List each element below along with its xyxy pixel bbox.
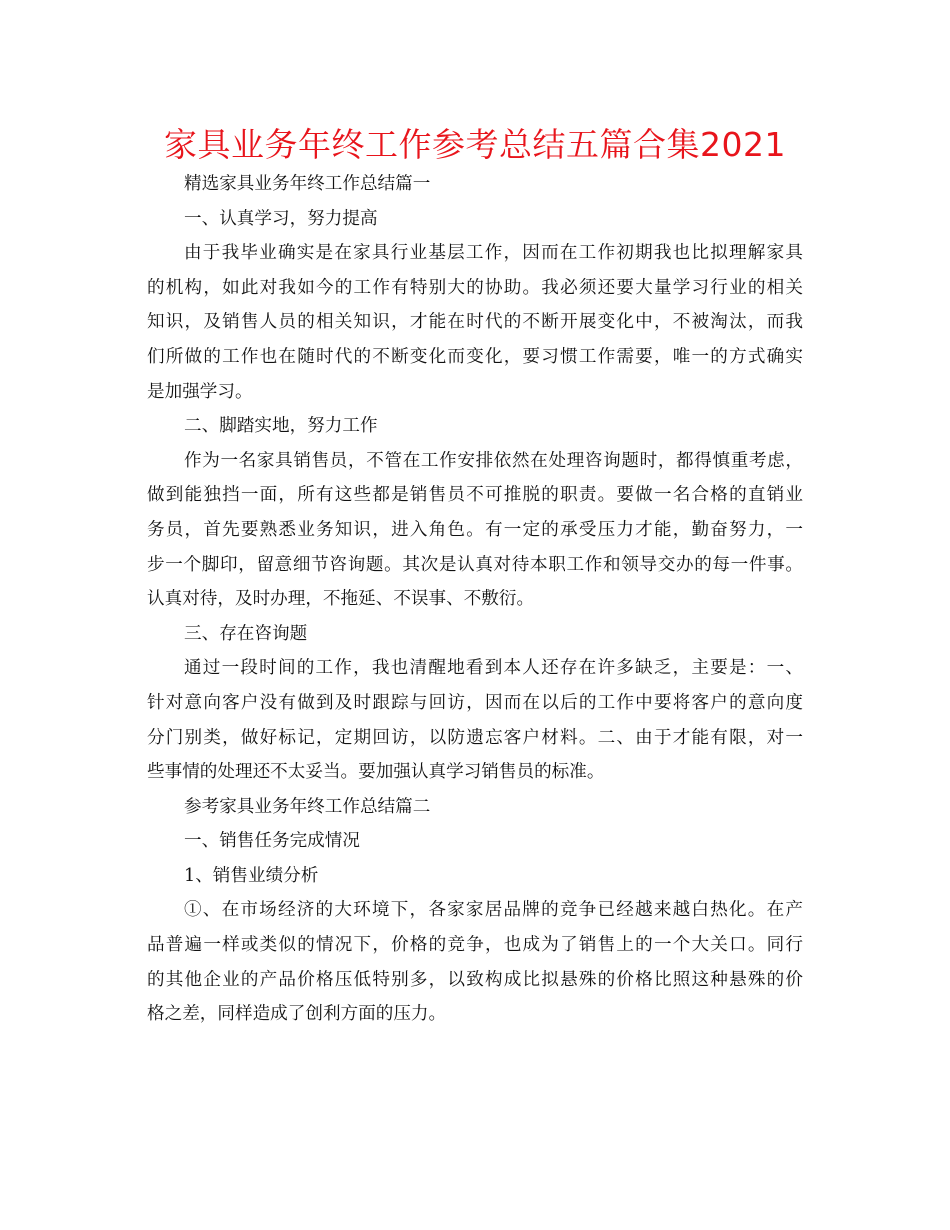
subsection-heading: 1、销售业绩分析 [184, 865, 319, 886]
subsection-heading: 二、脚踏实地，努力工作 [184, 416, 378, 437]
paragraph-line: ①、在市场经济的大环境下，各家家居品牌的竞争已经越来越白热化。在产 [184, 900, 803, 921]
paragraph-line: 的其他企业的产品价格压低特别多，以致构成比拟悬殊的价格比照这种悬殊的价 [147, 969, 803, 990]
paragraph-line: 些事情的处理还不太妥当。要加强认真学习销售员的标准。 [147, 762, 605, 783]
paragraph-line: 分门别类，做好标记，定期回访，以防遗忘客户材料。二、由于才能有限，对一 [147, 727, 803, 748]
paragraph-line: 务员，首先要熟悉业务知识，进入角色。有一定的承受压力才能，勤奋努力，一 [147, 519, 803, 540]
paragraph-line: 是加强学习。 [147, 381, 253, 402]
paragraph-line: 格之差，同样造成了创利方面的压力。 [147, 1004, 447, 1025]
paragraph-line: 的机构，如此对我如今的工作有特别大的协助。我必须还要大量学习行业的相关 [147, 277, 803, 298]
paragraph-line: 知识，及销售人员的相关知识，才能在时代的不断开展变化中，不被淘汰，而我 [147, 312, 803, 333]
subsection-heading: 三、存在咨询题 [184, 623, 308, 644]
paragraph-line: 通过一段时间的工作，我也清醒地看到本人还存在许多缺乏，主要是：一、 [184, 658, 803, 679]
paragraph-line: 认真对待，及时办理，不拖延、不误事、不敷衍。 [147, 589, 535, 610]
paragraph-line: 步一个脚印，留意细节咨询题。其次是认真对待本职工作和领导交办的每一件事。 [147, 554, 803, 575]
document-title: 家具业务年终工作参考总结五篇合集2021 [164, 125, 786, 164]
subsection-heading: 一、认真学习，努力提高 [184, 208, 378, 229]
paragraph-line: 由于我毕业确实是在家具行业基层工作，因而在工作初期我也比拟理解家具 [184, 243, 803, 264]
section-heading: 精选家具业务年终工作总结篇一 [184, 174, 431, 194]
document-body [147, 167, 803, 1032]
paragraph-line: 针对意向客户没有做到及时跟踪与回访，因而在以后的工作中要将客户的意向度 [147, 692, 803, 713]
paragraph-line: 作为一名家具销售员，不管在工作安排依然在处理咨询题时，都得慎重考虑， [184, 450, 803, 471]
paragraph-line: 们所做的工作也在随时代的不断变化而变化，要习惯工作需要，唯一的方式确实 [147, 346, 803, 367]
section-heading: 参考家具业务年终工作总结篇二 [184, 796, 431, 817]
subsection-heading: 一、销售任务完成情况 [184, 831, 360, 852]
paragraph-line: 做到能独挡一面，所有这些都是销售员不可推脱的职责。要做一名合格的直销业 [147, 485, 803, 506]
paragraph-line: 品普遍一样或类似的情况下，价格的竞争，也成为了销售上的一个大关口。同行 [147, 935, 803, 956]
